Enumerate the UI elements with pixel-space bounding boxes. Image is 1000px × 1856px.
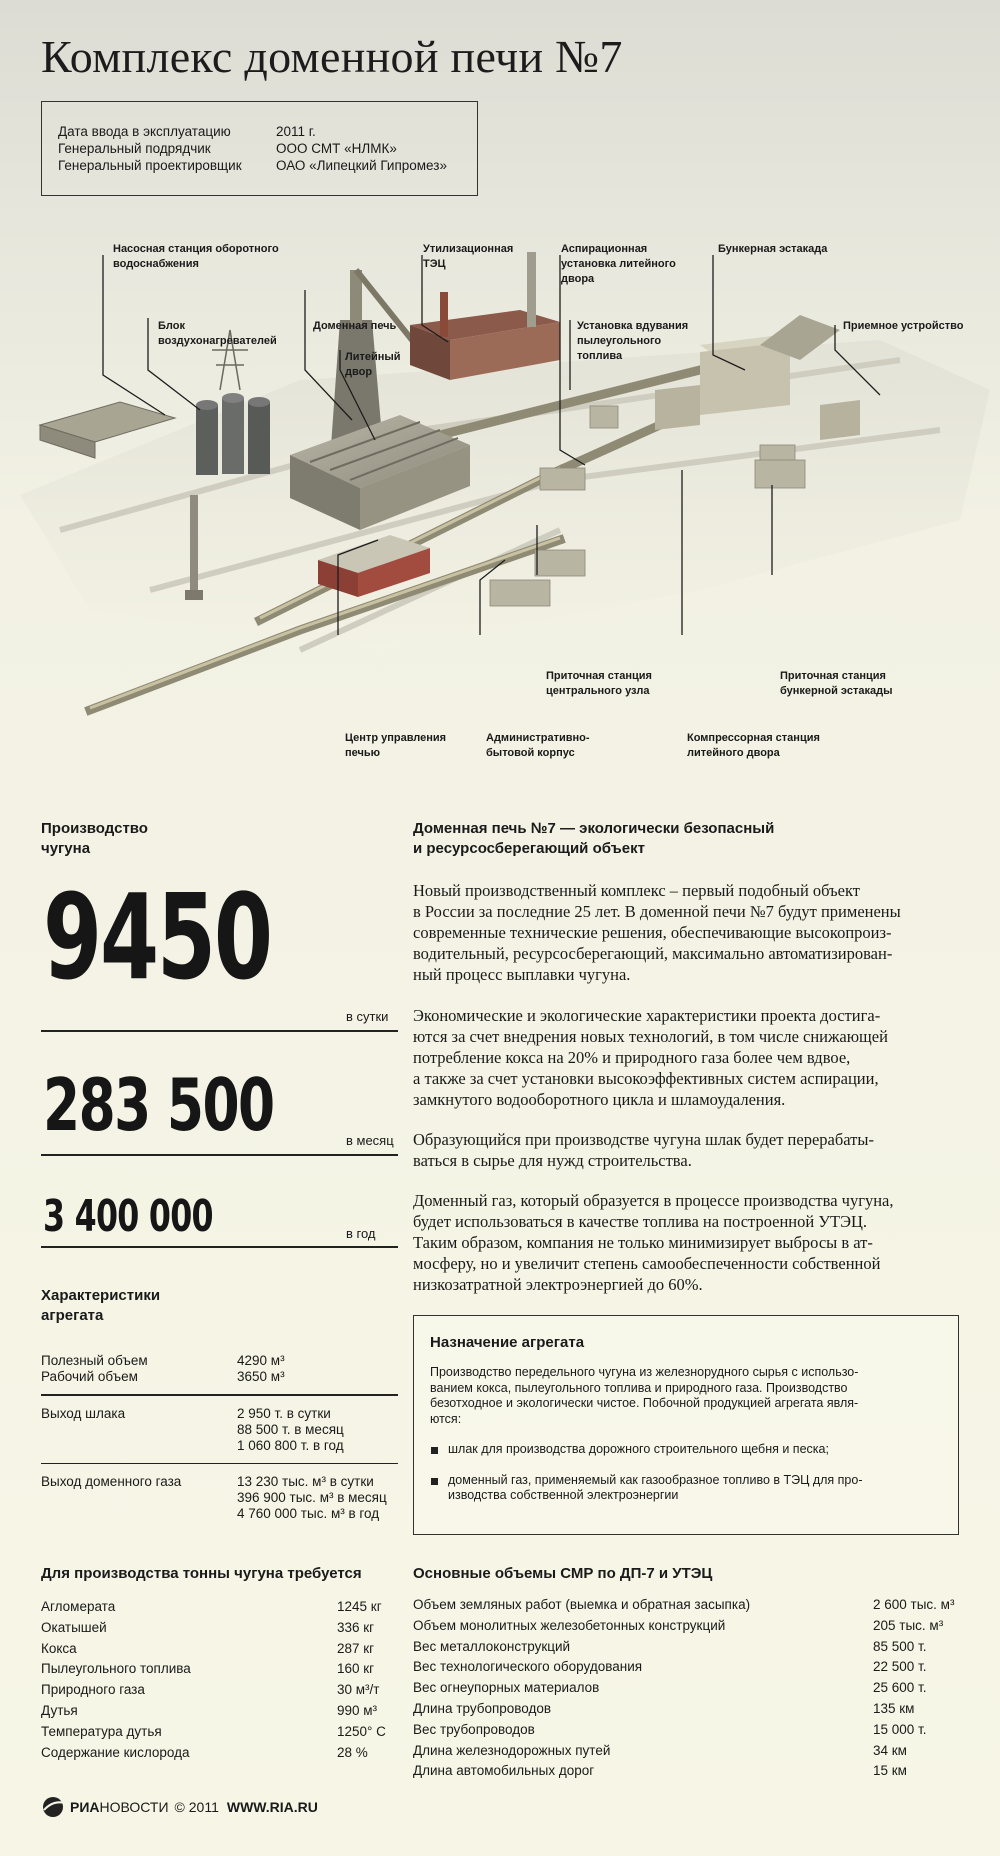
callout-line: водоснабжения [113, 258, 199, 270]
volumes-table [413, 1595, 973, 1782]
purpose-box [413, 1315, 959, 1535]
volumes-heading: Основные объемы СМР по ДП-7 и УТЭЦ [413, 1565, 713, 1582]
callout-line: бытовой корпус [486, 747, 575, 759]
text-line: мосферу, но и увеличит степень самообеспеченности собственной [413, 1254, 881, 1273]
text-line: Таким образом, компания не только минимизирует выбросы в ат- [413, 1233, 873, 1252]
text-line: современные технические решения, обеспечивающие высокопроиз- [413, 923, 892, 942]
callout-pci [577, 319, 688, 364]
heading-line: и ресурсосберегающий объект [413, 840, 645, 857]
table-row [41, 1743, 396, 1764]
callout-line: воздухонагревателей [158, 335, 277, 347]
char-value: 1 060 800 т. в год [237, 1437, 344, 1453]
callout-line: ТЭЦ [423, 258, 446, 270]
char-value: 13 230 тыс. м³ в сутки [237, 1474, 374, 1489]
row-label: Длина железнодорожных путей [413, 1742, 611, 1758]
table-row [41, 1659, 396, 1680]
heading-line: Характеристики [41, 1287, 161, 1304]
char-label: Выход доменного газа [41, 1474, 182, 1489]
callout-line: Утилизационная [423, 243, 514, 255]
text-line: ются: [430, 1411, 462, 1426]
production-monthly-value: 283 500 [43, 1063, 274, 1147]
callout-tpp [423, 242, 513, 272]
production-daily-value: 9450 [43, 868, 271, 1006]
purpose-heading: Назначение агрегата [430, 1334, 585, 1351]
row-label: Агломерата [41, 1599, 116, 1614]
purpose-text [430, 1365, 942, 1427]
callout-supply-bunker [780, 669, 893, 699]
info-value: 2011 г. [276, 124, 316, 139]
info-label: Генеральный подрядчик [58, 141, 211, 156]
footer-logo [41, 1796, 318, 1818]
row-value: 990 м³ [337, 1702, 378, 1718]
callout-line: Доменная печь [313, 320, 397, 332]
row-value: 160 кг [337, 1661, 375, 1677]
callout-line: Литейный [345, 351, 401, 363]
char-value: 88 500 т. в месяц [237, 1421, 344, 1437]
production-yearly-value: 3 400 000 [43, 1191, 213, 1242]
info-value: ОАО «Липецкий Гипромез» [276, 158, 447, 173]
row-value: 2 600 тыс. м³ [873, 1597, 955, 1612]
callout-line: Бункерная эстакада [718, 243, 828, 255]
callout-control-center [345, 731, 446, 761]
char-row [41, 1406, 398, 1454]
row-label: Природного газа [41, 1682, 145, 1698]
row-value: 205 тыс. м³ [873, 1617, 944, 1633]
row-value: 15 000 т. [873, 1721, 927, 1737]
divider [41, 1154, 398, 1156]
row-label: Вес технологического оборудования [413, 1659, 643, 1675]
row-value: 34 км [873, 1742, 907, 1758]
callout-pump-station [113, 242, 279, 272]
text-line: доменный газ, применяемый как газообразное топливо в ТЭЦ для про- [448, 1472, 863, 1487]
row-label: Вес трубопроводов [413, 1721, 535, 1737]
char-value: 2 950 т. в сутки [237, 1405, 331, 1421]
row-label: Дутья [41, 1702, 78, 1718]
callout-line: двора [561, 273, 595, 285]
row-value: 85 500 т. [873, 1638, 927, 1654]
text-line: Производство передельного чугуна из железнорудного сырья с использо- [430, 1365, 859, 1379]
row-value: 1250° С [337, 1723, 386, 1739]
row-label: Температура дутья [41, 1723, 162, 1739]
info-row [58, 140, 461, 157]
text-line: замкнутого водооборотного цикла и шламоудаления. [413, 1090, 786, 1109]
logo-novosti: НОВОСТИ [99, 1799, 169, 1815]
table-row [41, 1680, 396, 1701]
callout-line: Приемное устройство [843, 320, 964, 332]
char-row [41, 1353, 398, 1369]
heading-line: чугуна [41, 840, 91, 857]
copyright: © 2011 [174, 1799, 219, 1815]
row-value: 287 кг [337, 1640, 375, 1656]
purpose-bullet [430, 1473, 942, 1504]
requirements-heading: Для производства тонны чугуна требуется [41, 1565, 362, 1582]
article-paragraph-3 [413, 1129, 968, 1171]
row-value: 30 м³/т [337, 1682, 380, 1698]
stoves-block [196, 393, 270, 475]
article-heading [413, 819, 774, 859]
callout-line: Блок [158, 320, 185, 332]
callout-line: Установка вдувания [577, 320, 689, 332]
text-line: ваться в сырье для нужд строительства. [413, 1151, 692, 1170]
characteristics-heading [41, 1286, 160, 1326]
production-monthly-unit: в месяц [346, 1133, 394, 1148]
divider [41, 1394, 398, 1396]
callout-line: установка литейного [561, 258, 676, 270]
callout-line: печью [345, 747, 381, 759]
table-row [41, 1701, 396, 1722]
article-paragraph-1 [413, 880, 968, 985]
text-line: Доменный газ, который образуется в процессе производства чугуна, [413, 1191, 894, 1210]
char-values [237, 1474, 387, 1522]
bullet-square-icon [431, 1447, 438, 1454]
text-line: будет использоваться в качестве топлива на построенной УТЭЦ. [413, 1212, 868, 1231]
callout-line: Административно- [486, 732, 590, 744]
char-value: 3650 м³ [237, 1369, 285, 1384]
text-line: ются за счет внедрения новых технологий, в том числе снижающей [413, 1027, 888, 1046]
char-row [41, 1474, 398, 1522]
chimney [190, 495, 198, 595]
row-value: 15 км [873, 1763, 907, 1779]
callout-supply-central [546, 669, 652, 699]
callout-bunker [718, 242, 827, 257]
callout-cast-house [345, 350, 401, 380]
row-label: Вес металлоконструкций [413, 1638, 571, 1654]
site-link[interactable]: WWW.RIA.RU [226, 1799, 318, 1815]
table-row [413, 1699, 973, 1720]
callout-line: Центр управления [345, 732, 447, 744]
char-row [41, 1369, 398, 1385]
text-line: шлак для производства дорожного строительного щебня и песка; [448, 1442, 829, 1456]
callout-compressor [687, 731, 820, 761]
callout-line: двор [345, 366, 373, 378]
row-label: Окатышей [41, 1619, 107, 1635]
callout-line: бункерной эстакады [780, 685, 893, 697]
text-line: потребление кокса на 20% и природного газа более чем вдвое, [413, 1048, 851, 1067]
callout-line: Компрессорная станция [687, 732, 820, 744]
callout-receiving [843, 319, 963, 334]
row-value: 28 % [337, 1744, 368, 1760]
callout-aspiration [561, 242, 676, 287]
row-value: 1245 кг [337, 1599, 382, 1614]
info-label: Генеральный проектировщик [58, 158, 242, 173]
table-row [413, 1761, 973, 1782]
callout-admin [486, 731, 590, 761]
char-label: Выход шлака [41, 1405, 126, 1421]
row-value: 135 км [873, 1700, 915, 1716]
callout-line: Приточная станция [780, 670, 886, 682]
table-row [413, 1741, 973, 1762]
text-line: Экономические и экологические характеристики проекта достига- [413, 1006, 881, 1025]
heading-line: агрегата [41, 1307, 104, 1324]
bullet-square-icon [431, 1478, 438, 1485]
text-line: Образующийся при производстве чугуна шлак будет перерабаты- [413, 1130, 874, 1149]
row-label: Кокса [41, 1640, 77, 1656]
table-row [413, 1657, 973, 1678]
row-label: Вес огнеупорных материалов [413, 1680, 600, 1696]
table-row [413, 1595, 973, 1616]
table-row [41, 1722, 396, 1743]
table-row [41, 1639, 396, 1660]
callout-stoves [158, 319, 277, 349]
text-line: водительный, ресурсосберегающий, максимально автоматизирован- [413, 944, 893, 963]
char-label: Полезный объем [41, 1353, 148, 1368]
text-line: а также за счет установки высокоэффективных систем аспирации, [413, 1069, 879, 1088]
row-value: 336 кг [337, 1619, 375, 1635]
row-label: Объем земляных работ (выемка и обратная засыпка) [413, 1597, 751, 1612]
callout-line: пылеугольного [577, 335, 662, 347]
row-label: Длина трубопроводов [413, 1700, 552, 1716]
char-value: 4 760 000 тыс. м³ в год [237, 1506, 380, 1521]
text-line: ный процесс выплавки чугуна. [413, 965, 631, 984]
table-row [413, 1616, 973, 1637]
text-line: изводства собственной электроэнергии [448, 1488, 679, 1502]
char-values [237, 1406, 344, 1454]
article-paragraph-2 [413, 1005, 968, 1110]
text-line: Новый производственный комплекс – первый подобный объект [413, 881, 860, 900]
heading-line: Доменная печь №7 — экологически безопасный [413, 820, 775, 837]
table-row [41, 1618, 396, 1639]
info-row [58, 157, 461, 174]
project-info-box [41, 101, 478, 196]
row-label: Объем монолитных железобетонных конструкций [413, 1617, 726, 1633]
table-row [413, 1637, 973, 1658]
logo-ria: РИА [70, 1799, 100, 1815]
text-line: безотходное и экологически чистое. Побочной продукцией агрегата явля- [430, 1396, 859, 1410]
text-line: низкозатратной электроэнергией до 60%. [413, 1275, 703, 1294]
characteristics-table [41, 1353, 398, 1522]
text-line: в России за последние 25 лет. В доменной печи №7 будут применены [413, 902, 901, 921]
divider [41, 1246, 398, 1248]
row-value: 25 600 т. [873, 1680, 927, 1696]
row-label: Содержание кислорода [41, 1744, 190, 1760]
callout-blast-furnace [313, 319, 396, 334]
info-row [58, 123, 461, 140]
table-row [41, 1597, 396, 1618]
callout-line: центрального узла [546, 685, 650, 697]
table-row [413, 1720, 973, 1741]
info-label: Дата ввода в эксплуатацию [58, 124, 231, 139]
char-value: 4290 м³ [237, 1353, 285, 1368]
callout-line: топлива [577, 350, 623, 362]
purpose-bullet [430, 1442, 942, 1458]
callout-line: Насосная станция оборотного [113, 243, 279, 255]
row-label: Пылеугольного топлива [41, 1661, 191, 1677]
divider [41, 1463, 398, 1465]
callout-line: Приточная станция [546, 670, 652, 682]
text-line: ванием кокса, пылеугольного топлива и природного газа. Производство [430, 1380, 848, 1395]
requirements-table [41, 1597, 396, 1763]
row-value: 22 500 т. [873, 1659, 927, 1675]
page-title: Комплекс доменной печи №7 [41, 31, 623, 82]
callout-line: Аспирационная [561, 243, 648, 255]
char-label: Рабочий объем [41, 1369, 138, 1384]
callout-line: литейного двора [687, 747, 780, 759]
production-daily-unit: в сутки [346, 1009, 389, 1024]
production-yearly-unit: в год [346, 1226, 376, 1241]
divider [41, 1030, 398, 1032]
production-heading [41, 819, 148, 859]
heading-line: Производство [41, 820, 148, 837]
table-row [413, 1678, 973, 1699]
ria-globe-icon [41, 1796, 67, 1818]
info-value: ООО СМТ «НЛМК» [276, 141, 397, 156]
article-paragraph-4 [413, 1190, 968, 1295]
char-value: 396 900 тыс. м³ в месяц [237, 1490, 387, 1505]
row-label: Длина автомобильных дорог [413, 1763, 595, 1779]
